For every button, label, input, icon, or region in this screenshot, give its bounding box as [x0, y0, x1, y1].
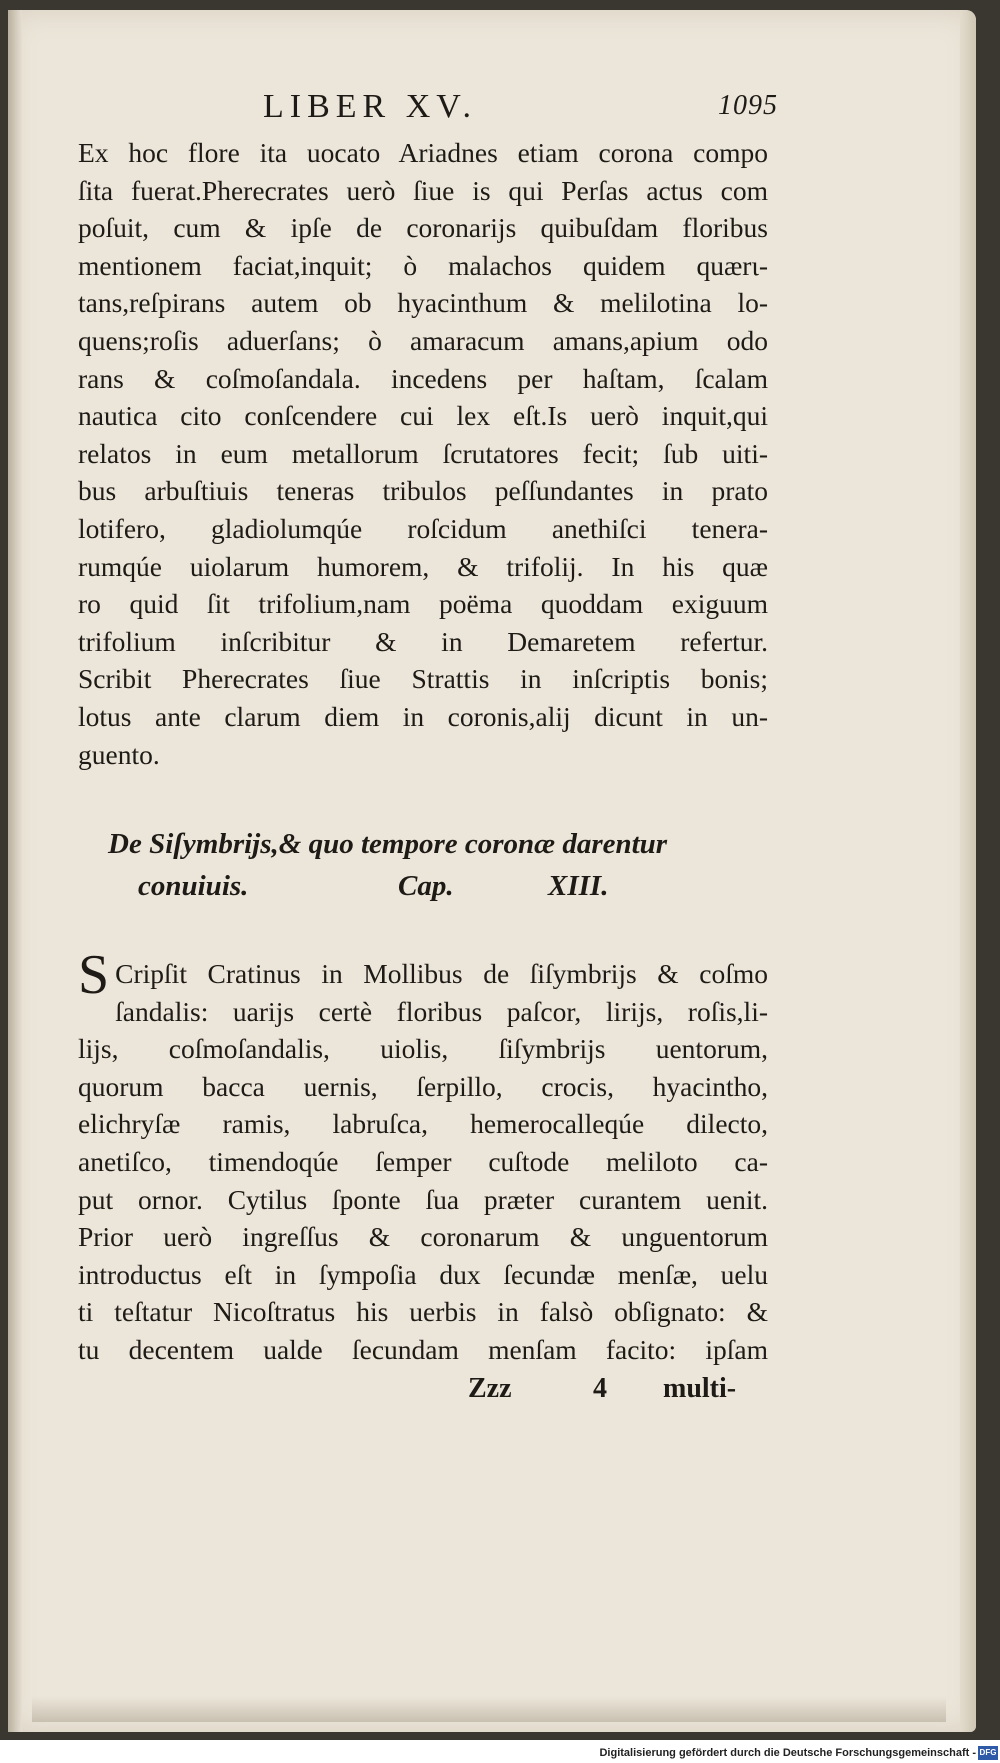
text-line: elichryſæ ramis, labruſca, hemerocalleqúe dilecto,: [78, 1108, 768, 1140]
text-line: lotus ante clarum diem in coronis,alij dicunt in un-: [78, 700, 768, 732]
credit-bar: [0, 1740, 1000, 1763]
running-head-title: LIBER XV.: [263, 88, 477, 125]
text-line: Cripſit Cratinus in Mollibus de ſiſymbrijs & coſmo: [115, 958, 768, 990]
text-line: anetiſco, timendoqúe ſemper cuſtode meliloto ca-: [78, 1146, 768, 1178]
text-line: Ex hoc flore ita uocato Ariadnes etiam corona compo: [78, 137, 768, 168]
dfg-logo: DFG: [978, 1746, 998, 1760]
text-line: Scribit Pherecrates ſiue Strattis in inſcriptis bonis;: [78, 663, 768, 695]
text-block: [78, 88, 778, 1413]
chapter-heading-line: De Siſymbrijs,& quo tempore coronæ darentur: [108, 828, 668, 861]
text-line: poſuit, cum & ipſe de coronarijs quibuſdam floribus: [78, 212, 768, 244]
signature-number: 4: [593, 1372, 607, 1404]
page-number: 1095: [718, 90, 778, 121]
foot-stain: [32, 1696, 946, 1722]
signature-line: [78, 1373, 768, 1413]
paragraph-1: [78, 134, 768, 773]
text-line: mentionem faciat,inquit; ò malachos quidem quærι-: [78, 249, 768, 281]
text-line: ſandalis: uarijs certè floribus paſcor, lirijs, roſis,li-: [115, 995, 768, 1027]
drop-cap: S: [78, 944, 110, 1007]
text-line: trifolium inſcribitur & in Demaretem refertur.: [78, 625, 768, 657]
chapter-numeral: XIII.: [548, 870, 609, 903]
digitization-credit: Digitalisierung gefördert durch die Deutsche Forschungsgemeinschaft -: [599, 1747, 976, 1759]
text-line: ſita fuerat.Pherecrates uerò ſiue is qui Perſas actus com: [78, 174, 768, 206]
text-line: tans,reſpirans autem ob hyacinthum & melilotina lo-: [78, 287, 768, 319]
text-line: rumqúe uiolarum humorem, & trifolij. In his quæ: [78, 550, 768, 582]
paragraph-2: [78, 944, 768, 1369]
signature-mark: Zzz: [468, 1372, 512, 1404]
chapter-heading: [78, 823, 768, 907]
chapter-heading-line-2: [78, 865, 768, 907]
text-line: bus arbuſtiuis teneras tribulos peſſundantes in prato: [78, 475, 768, 507]
page-gutter: [8, 10, 22, 1732]
text-line: lotifero, gladiolumqúe roſcidum anethiſci tenera-: [78, 512, 768, 544]
catchword: multi-: [663, 1372, 737, 1404]
text-line: quorum bacca uernis, ſerpillo, crocis, hyacintho,: [78, 1070, 768, 1102]
text-line: ti teſtatur Nicoſtratus his uerbis in falsò obſignato: &: [78, 1296, 768, 1328]
chapter-cap-label: Cap.: [398, 870, 454, 903]
text-line: Prior uerò ingreſſus & coronarum & unguentorum: [78, 1221, 768, 1253]
text-line: lijs, coſmoſandalis, uiolis, ſiſymbrijs uentorum,: [78, 1033, 768, 1065]
text-line: ro quid ſit trifolium,nam poëma quoddam exiguum: [78, 588, 768, 620]
text-line: nautica cito conſcendere cui lex eſt.Is uerò inquit,qui: [78, 400, 768, 432]
text-line: quens;roſis aduerſans; ò amaracum amans,apium odo: [78, 324, 768, 356]
text-line: tu decentem ualde ſecundam menſam facito: ipſam: [78, 1334, 768, 1366]
text-line: guento.: [78, 738, 160, 770]
page-edge: [960, 10, 976, 1732]
text-line: introductus eſt in ſympoſia dux ſecundæ menſæ, uelu: [78, 1258, 768, 1290]
text-line: relatos in eum metallorum ſcrutatores fecit; ſub uiti-: [78, 437, 768, 469]
text-line: put ornor. Cytilus ſponte ſua præter curantem uenit.: [78, 1183, 768, 1215]
book-page: [8, 10, 976, 1732]
running-head: [78, 88, 778, 134]
text-line: rans & coſmoſandala. incedens per haſtam, ſcalam: [78, 362, 768, 394]
chapter-heading-word: conuiuis.: [138, 870, 249, 903]
